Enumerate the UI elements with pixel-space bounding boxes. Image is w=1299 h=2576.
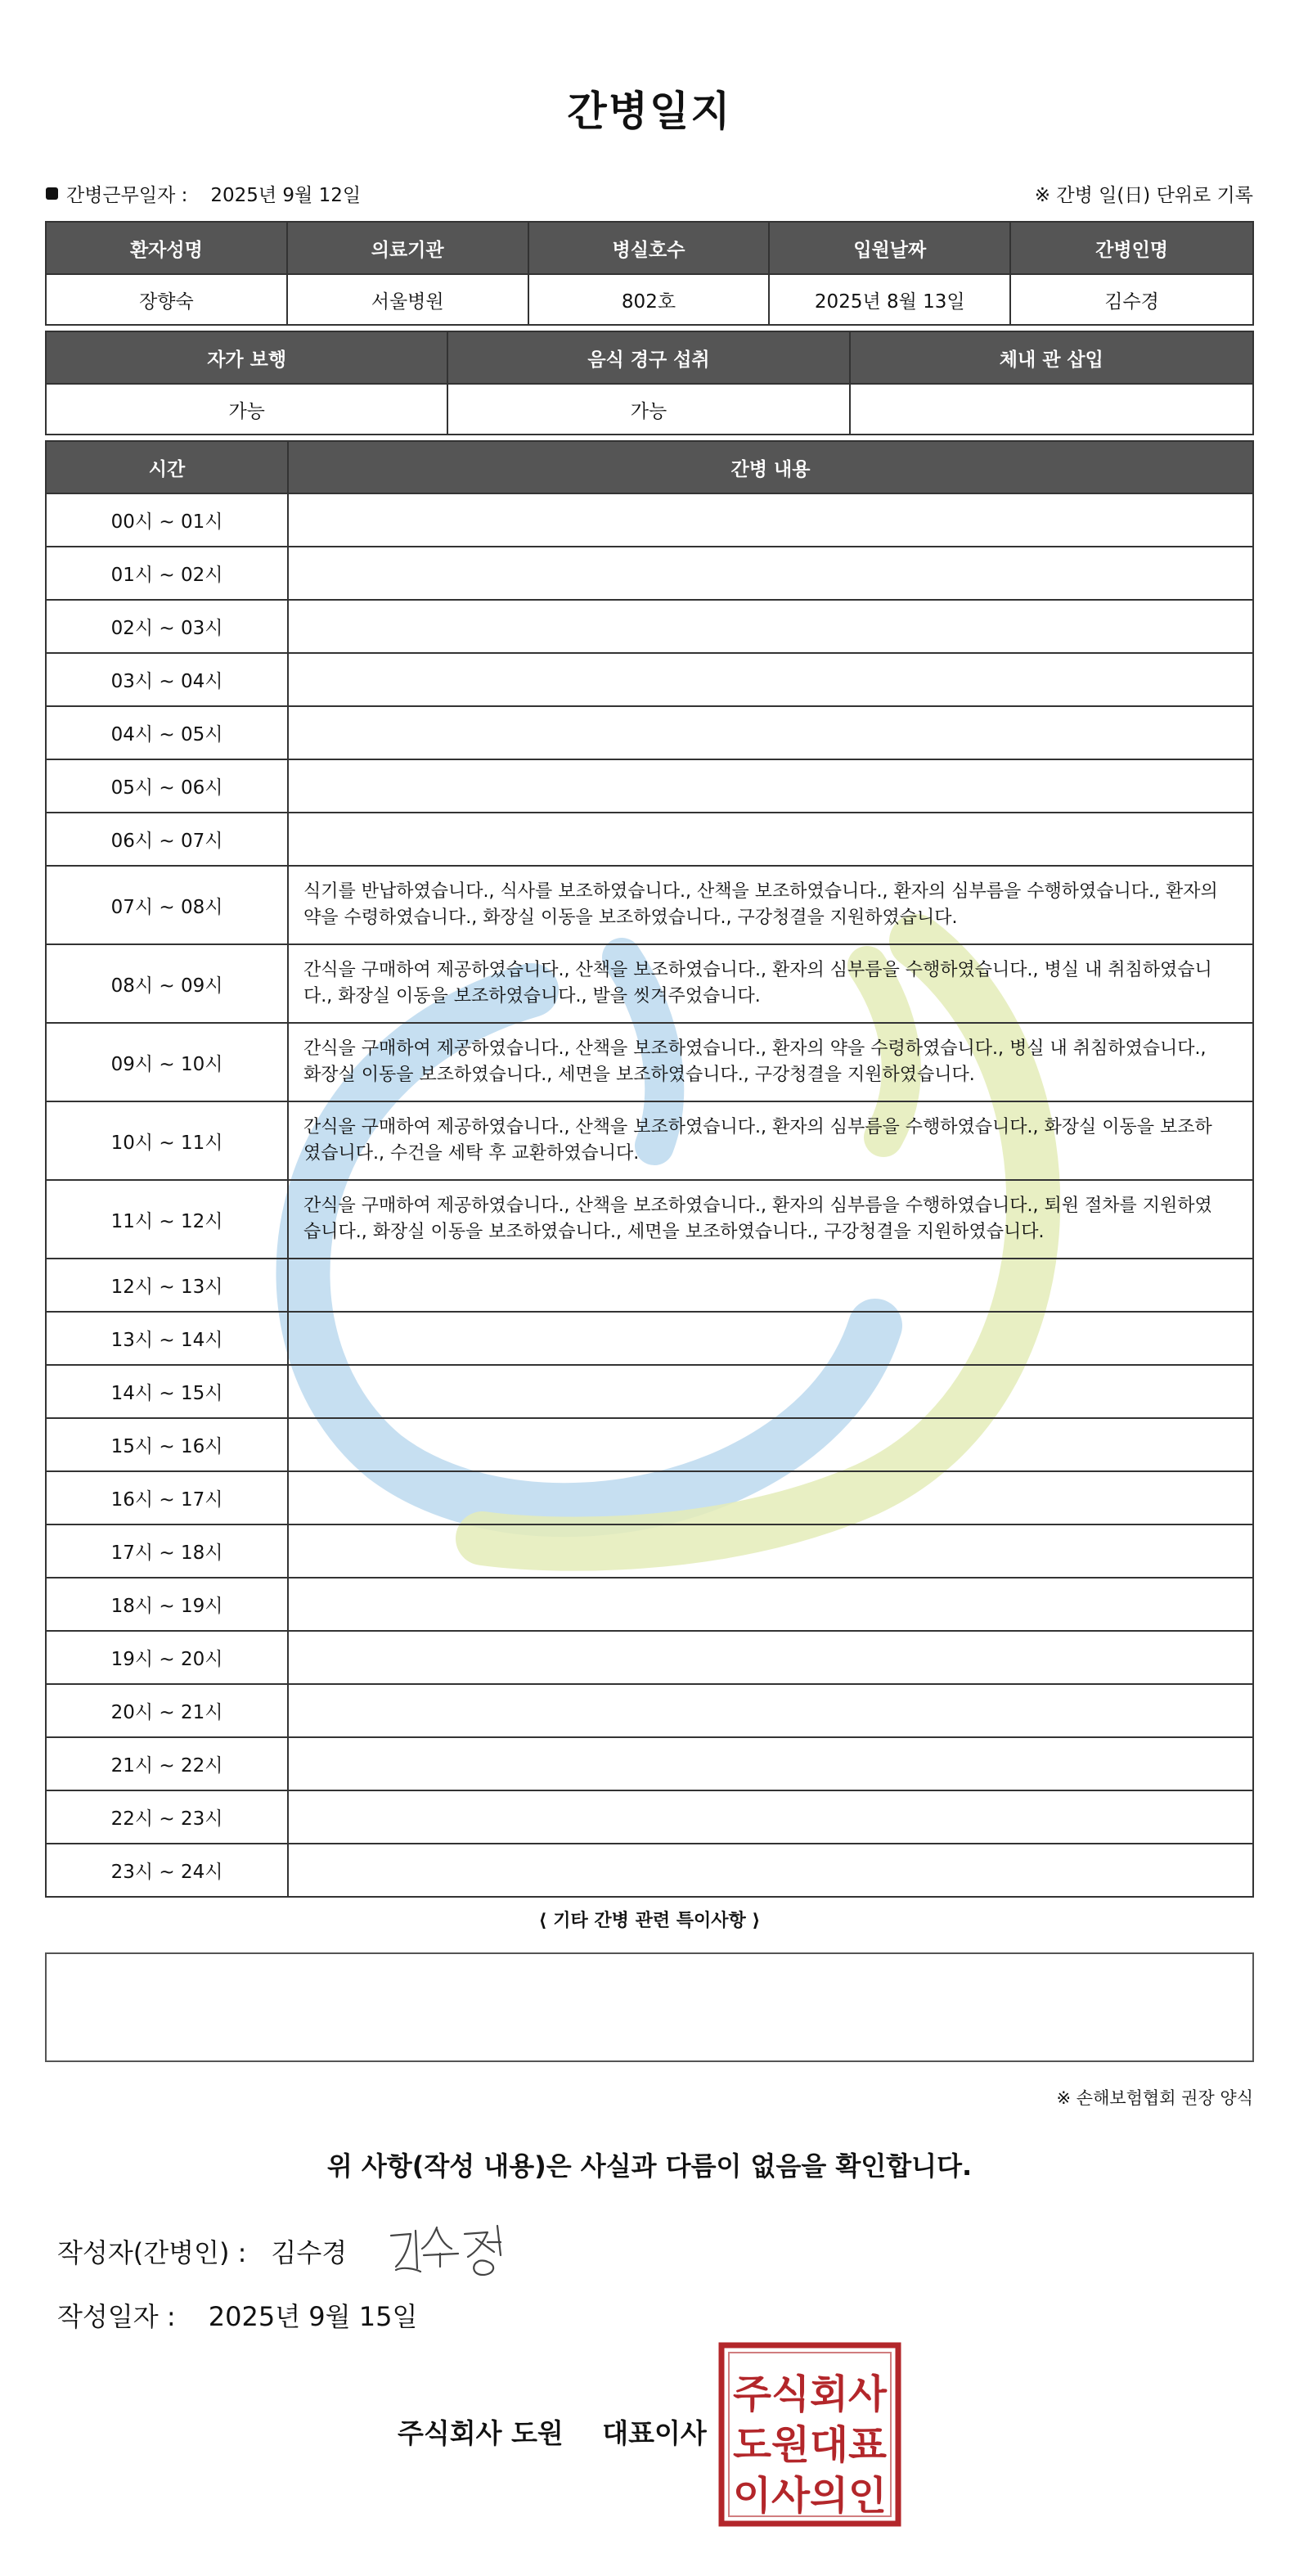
table-row xyxy=(47,865,1252,943)
work-date-label: 간병근무일자 : xyxy=(66,185,188,206)
care-content xyxy=(289,1259,1252,1311)
time-slot: 14시 ~ 15시 xyxy=(47,1366,289,1417)
time-slot: 09시 ~ 10시 xyxy=(47,1024,289,1101)
record-unit-note: ※ 간병 일(日) 단위로 기록 xyxy=(1034,185,1253,206)
header-admission-date: 입원날짜 xyxy=(770,223,1011,273)
time-slot: 19시 ~ 20시 xyxy=(47,1632,289,1683)
header-care-content: 간병 내용 xyxy=(289,442,1252,493)
tube-insertion-value xyxy=(851,385,1252,434)
time-slot: 20시 ~ 21시 xyxy=(47,1685,289,1736)
written-date xyxy=(57,2296,417,2334)
work-date xyxy=(46,180,361,207)
table-row xyxy=(47,599,1252,652)
care-content: 간식을 구매하여 제공하였습니다., 산책을 보조하였습니다., 환자의 심부름을 수행하였습니다., 퇴원 절차를 지원하였습니다., 화장실 이동을 보조하였습니다., 세면을 보조하였습니다., 구강청결을 지원하였습니다. xyxy=(303,1196,1212,1242)
page-title: 간병일지 xyxy=(567,88,732,135)
care-content xyxy=(289,707,1252,759)
care-content xyxy=(289,1472,1252,1524)
time-slot: 00시 ~ 01시 xyxy=(47,494,289,546)
table-row xyxy=(47,1524,1252,1577)
care-content: 식기를 반납하였습니다., 식사를 보조하였습니다., 산책을 보조하였습니다., 환자의 심부름을 수행하였습니다., 환자의 약을 수령하였습니다., 화장실 이동을 보조하였습니다., 구강청결을 지원하였습니다. xyxy=(303,881,1218,928)
table-row xyxy=(47,1470,1252,1524)
admission-date: 2025년 8월 13일 xyxy=(770,275,1011,324)
care-content xyxy=(289,1366,1252,1417)
care-content xyxy=(289,1578,1252,1630)
time-slot: 10시 ~ 11시 xyxy=(47,1102,289,1179)
table-row xyxy=(47,383,1252,434)
table-header-row xyxy=(47,223,1252,273)
care-content xyxy=(289,654,1252,705)
self-walking-value: 가능 xyxy=(47,385,448,434)
header-self-walking: 자가 보행 xyxy=(47,332,448,383)
recommended-form-note: ※ 손해보험협회 권장 양식 xyxy=(1056,2088,1253,2108)
bullet-square-icon xyxy=(46,187,58,200)
table-row xyxy=(47,705,1252,759)
care-content xyxy=(289,494,1252,546)
time-slot: 07시 ~ 08시 xyxy=(47,867,289,943)
time-slot: 16시 ~ 17시 xyxy=(47,1472,289,1524)
care-content xyxy=(289,813,1252,865)
hospital: 서울병원 xyxy=(288,275,529,324)
remarks-box xyxy=(45,1952,1254,2062)
care-content xyxy=(289,1419,1252,1470)
header-tube-insertion: 체내 관 삽입 xyxy=(851,332,1252,383)
table-row xyxy=(47,1577,1252,1630)
table-row xyxy=(47,759,1252,812)
seal-line-1: 주식회사 xyxy=(733,2371,888,2417)
table-header-row xyxy=(47,442,1252,493)
time-slot: 06시 ~ 07시 xyxy=(47,813,289,865)
care-content xyxy=(289,1632,1252,1683)
care-content xyxy=(289,1525,1252,1577)
oral-intake-value: 가능 xyxy=(448,385,850,434)
care-content: 간식을 구매하여 제공하였습니다., 산책을 보조하였습니다., 환자의 약을 수령하였습니다., 병실 내 취침하였습니다., 화장실 이동을 보조하였습니다., 세면을 보조하였습니다., 구강청결을 지원하였습니다. xyxy=(303,1038,1207,1085)
table-row xyxy=(47,1179,1252,1258)
header-hospital: 의료기관 xyxy=(288,223,529,273)
table-row xyxy=(47,493,1252,546)
patient-status-table xyxy=(45,331,1254,435)
care-content xyxy=(289,760,1252,812)
time-slot: 17시 ~ 18시 xyxy=(47,1525,289,1577)
table-row xyxy=(47,1683,1252,1736)
header-time: 시간 xyxy=(47,442,289,493)
writer xyxy=(57,2232,347,2270)
patient-info-table xyxy=(45,221,1254,326)
caregiver-name: 김수경 xyxy=(1104,290,1159,313)
table-row xyxy=(47,546,1252,599)
time-slot: 11시 ~ 12시 xyxy=(47,1181,289,1258)
table-row xyxy=(47,1736,1252,1790)
care-content xyxy=(289,1685,1252,1736)
time-slot: 03시 ~ 04시 xyxy=(47,654,289,705)
care-log-rows xyxy=(47,493,1252,1896)
care-content: 간식을 구매하여 제공하였습니다., 산책을 보조하였습니다., 환자의 심부름을 수행하였습니다., 병실 내 취침하였습니다., 화장실 이동을 보조하였습니다., 발을 씻겨주었습니다. xyxy=(303,960,1212,1007)
care-log-table xyxy=(45,440,1254,1898)
time-slot: 12시 ~ 13시 xyxy=(47,1259,289,1311)
table-row xyxy=(47,943,1252,1022)
room-number: 802호 xyxy=(529,275,771,324)
table-row xyxy=(47,812,1252,865)
ceo-title: 대표이사 xyxy=(602,2417,707,2449)
table-header-row xyxy=(47,332,1252,383)
time-slot: 01시 ~ 02시 xyxy=(47,547,289,599)
care-content xyxy=(289,1738,1252,1790)
table-row xyxy=(47,1630,1252,1683)
time-slot: 22시 ~ 23시 xyxy=(47,1791,289,1843)
confirmation-statement: 위 사항(작성 내용)은 사실과 다름이 없음을 확인합니다. xyxy=(326,2150,973,2182)
remarks-title: ⟨ 기타 간병 관련 특이사항 ⟩ xyxy=(538,1911,761,1931)
time-slot: 05시 ~ 06시 xyxy=(47,760,289,812)
work-date-value: 2025년 9월 12일 xyxy=(210,185,362,206)
handwritten-signature xyxy=(386,2219,525,2285)
table-row xyxy=(47,1022,1252,1101)
company-seal-stamp xyxy=(718,2342,901,2527)
care-content xyxy=(289,1844,1252,1896)
patient-name: 장향숙 xyxy=(47,275,288,324)
care-content xyxy=(289,1313,1252,1364)
written-date-value: 2025년 9월 15일 xyxy=(208,2301,418,2332)
table-row xyxy=(47,1843,1252,1896)
header-patient-name: 환자성명 xyxy=(47,223,288,273)
time-slot: 18시 ~ 19시 xyxy=(47,1578,289,1630)
seal-line-2: 도원대표 xyxy=(733,2422,888,2468)
table-row xyxy=(47,273,1252,324)
header-caregiver-name: 간병인명 xyxy=(1011,223,1252,273)
time-slot: 15시 ~ 16시 xyxy=(47,1419,289,1470)
seal-line-3: 이사의인 xyxy=(733,2473,887,2519)
care-content xyxy=(289,1791,1252,1843)
table-row xyxy=(47,1258,1252,1311)
writer-label: 작성자(간병인) : xyxy=(57,2237,247,2268)
header-room-number: 병실호수 xyxy=(529,223,771,273)
care-content xyxy=(289,601,1252,652)
time-slot: 08시 ~ 09시 xyxy=(47,945,289,1022)
table-row xyxy=(47,1417,1252,1470)
care-content: 간식을 구매하여 제공하였습니다., 산책을 보조하였습니다., 환자의 심부름을 수행하였습니다., 화장실 이동을 보조하였습니다., 수건을 세탁 후 교환하였습니다. xyxy=(303,1117,1212,1164)
table-row xyxy=(47,1101,1252,1179)
meta-row xyxy=(46,180,1253,209)
written-date-label: 작성일자 : xyxy=(57,2301,176,2332)
writer-name: 김수경 xyxy=(271,2237,348,2268)
table-row xyxy=(47,1311,1252,1364)
table-row xyxy=(47,1364,1252,1417)
time-slot: 23시 ~ 24시 xyxy=(47,1844,289,1896)
company-signature-line xyxy=(398,2412,707,2451)
table-row xyxy=(47,652,1252,705)
table-row xyxy=(47,1790,1252,1843)
time-slot: 04시 ~ 05시 xyxy=(47,707,289,759)
care-content xyxy=(289,547,1252,599)
company-name: 주식회사 도원 xyxy=(398,2417,564,2449)
header-oral-intake: 음식 경구 섭취 xyxy=(448,332,850,383)
time-slot: 21시 ~ 22시 xyxy=(47,1738,289,1790)
time-slot: 02시 ~ 03시 xyxy=(47,601,289,652)
time-slot: 13시 ~ 14시 xyxy=(47,1313,289,1364)
